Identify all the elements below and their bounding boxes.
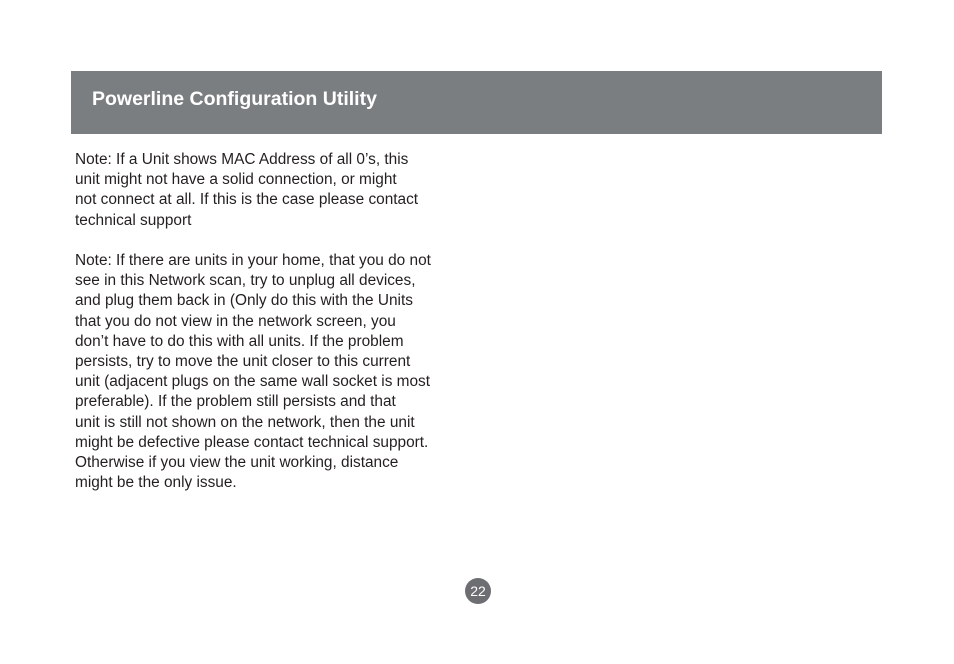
body-text bbox=[75, 150, 470, 493]
page-number-badge: 22 bbox=[465, 578, 491, 604]
note-missing-units: Note: If there are units in your home, that you do not see in this Network scan, try to unplug all devices, and plug them back in (Only do this with the Units that you do not view in the network screen, you don’t have to do this with all units. If the problem persists, try to move the unit closer to this current unit (adjacent plugs on the same wall socket is most preferable). If the problem still persists and that unit is still not shown on the network, then the unit might be defective please contact technical support. Otherwise if you view the unit working, distance might be the only issue. bbox=[75, 252, 431, 492]
page-title: Powerline Configuration Utility bbox=[92, 88, 377, 110]
note-mac-address: Note: If a Unit shows MAC Address of all 0’s, this unit might not have a solid connection, or might not connect at all. If this is the case please contact technical support bbox=[75, 151, 419, 229]
header-bar bbox=[71, 71, 882, 134]
